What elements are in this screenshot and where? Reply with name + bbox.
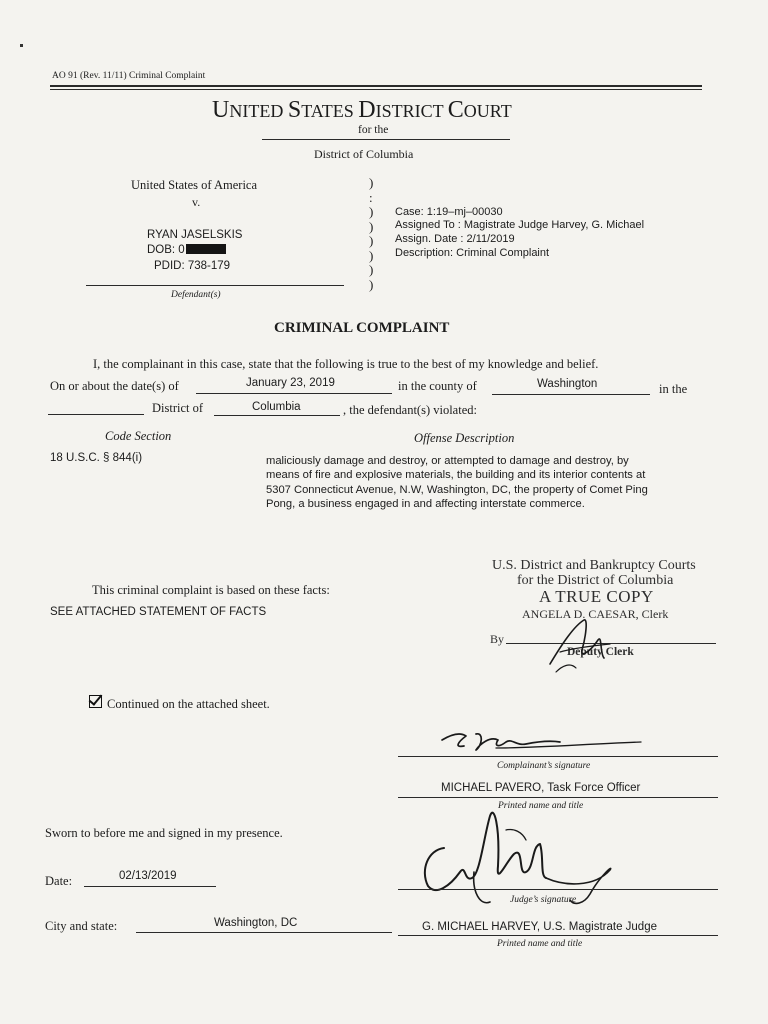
judge-name: G. MICHAEL HARVEY, U.S. Magistrate Judge [422,921,657,933]
on-or-about-label: On or about the date(s) of [50,379,179,393]
city-state-label: City and state: [45,919,118,933]
printed-name-label-2: Printed name and title [497,939,583,949]
for-the: for the [358,124,389,136]
judge-name-rule [398,935,718,936]
header-rule-thin [50,89,702,90]
continued-checkbox[interactable] [89,695,102,708]
printed-name-label-1: Printed name and title [498,801,584,811]
stamp-line-district: for the District of Columbia [517,573,674,588]
offense-date: January 23, 2019 [246,377,335,389]
date-rule [196,393,392,394]
case-number: Case: 1:19–mj–00030 [395,206,503,218]
complainant-signature [436,724,646,760]
complainant-signature-rule [398,756,718,757]
violated-label: , the defendant(s) violated: [343,403,477,417]
sworn-statement: Sworn to before me and signed in my presence. [45,826,283,840]
offense-line: 5307 Connecticut Avenue, N.W, Washington, DC, the property of Comet Ping [266,484,648,496]
stray-mark [20,44,23,47]
offense-line: maliciously damage and destroy, or attempted to damage and destroy, by [266,455,629,467]
offense-line: means of fire and explosive materials, the building and its interior contents at [266,469,646,481]
district-of-label: District of [152,401,204,415]
complaint-title: CRIMINAL COMPLAINT [274,320,450,336]
complainant-name: MICHAEL PAVERO, Task Force Officer [441,782,641,794]
header-rule [50,85,702,87]
in-the-label: in the [659,382,688,396]
defendant-pdid: PDID: 738-179 [154,260,231,272]
redaction-bar [186,244,226,254]
code-section-value: 18 U.S.C. § 844(i) [50,452,143,464]
county-value: Washington [537,378,598,390]
caption-rule [86,285,344,286]
stamp-by: By [490,632,505,646]
assign-date: Assign. Date : 2/11/2019 [395,233,515,245]
judge-signature-rule [398,889,718,890]
versus: v. [192,195,201,209]
county-rule [492,394,650,395]
case-description: Description: Criminal Complaint [395,247,550,259]
court-rule [262,139,510,140]
continued-label: Continued on the attached sheet. [107,697,270,711]
facts-statement: SEE ATTACHED STATEMENT OF FACTS [50,606,267,618]
county-label: in the county of [398,379,477,393]
complainant-name-rule [398,797,718,798]
district-rule [214,415,340,416]
assigned-to: Assigned To : Magistrate Judge Harvey, G. Michael [395,219,645,231]
clerk-signature [540,614,620,676]
defendant-dob: DOB: 0 [147,244,226,256]
district-value: Columbia [252,401,301,413]
code-section-header: Code Section [105,429,172,443]
based-on-label: This criminal complaint is based on these facts: [92,583,330,597]
court-title: UNITED STATES DISTRICT COURT [212,97,512,123]
offense-description-header: Offense Description [414,431,515,445]
stamp-clerk-name: ANGELA D. CAESAR, Clerk [522,607,669,621]
court-district: District of Columbia [314,147,414,161]
stamp-true-copy: A TRUE COPY [539,587,654,606]
city-state-rule [136,932,392,933]
sworn-date: 02/13/2019 [119,870,177,882]
defendant-label: Defendant(s) [171,290,221,300]
date-label: Date: [45,874,73,888]
offense-line: Pong, a business engaged in and affecting interstate commerce. [266,498,585,510]
city-state-value: Washington, DC [214,917,298,929]
complaint-intro: I, the complainant in this case, state that the following is true to the best of my knowledge and belief. [93,357,599,371]
defendant-name: RYAN JASELSKIS [147,229,243,241]
stamp-line-court: U.S. District and Bankruptcy Courts [492,558,696,573]
caption-parentheses: ) : ) ) ) ) ) ) [369,175,374,292]
sworn-date-rule [84,886,216,887]
form-header: AO 91 (Rev. 11/11) Criminal Complaint [52,71,206,81]
complainant-signature-label: Complainant’s signature [497,761,591,771]
judge-signature-label: Judge’s signature [510,895,577,905]
plaintiff: United States of America [131,178,258,192]
district-blank-rule [48,414,144,415]
stamp-deputy-clerk: Deputy Clerk [567,646,634,658]
